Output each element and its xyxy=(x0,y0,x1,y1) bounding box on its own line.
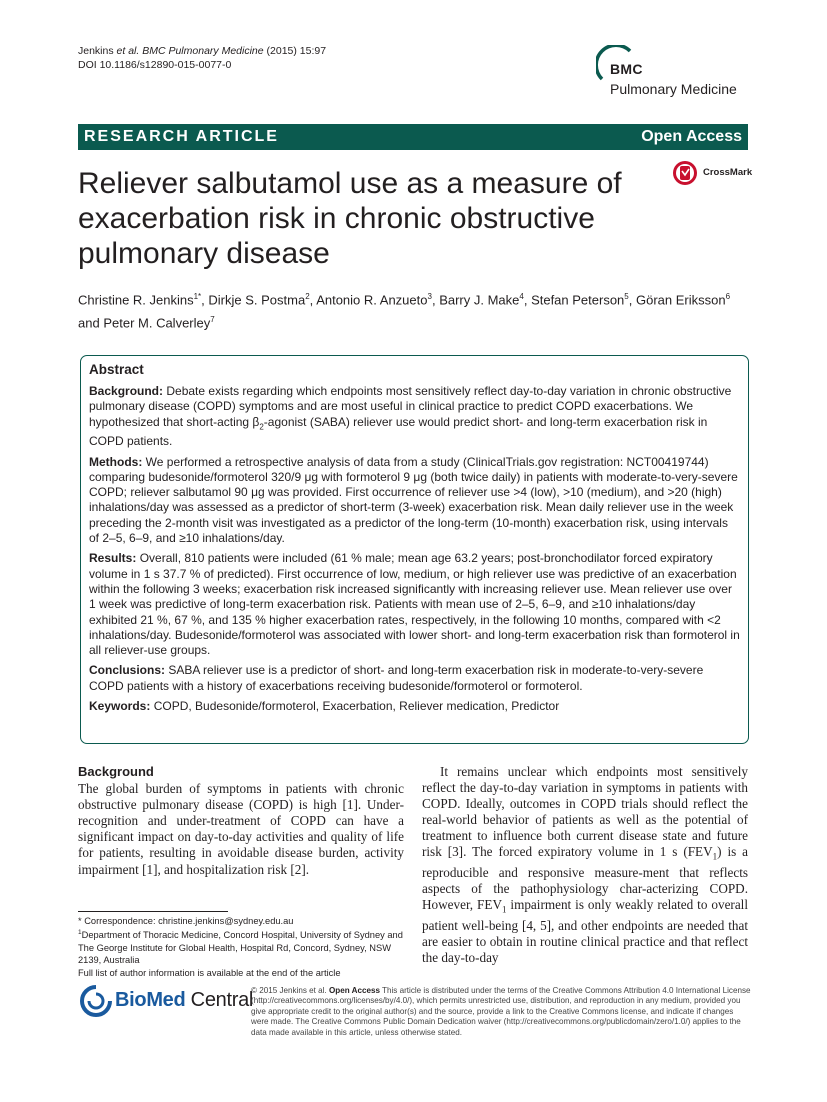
body-paragraph-2 xyxy=(422,764,748,966)
authors-and: and xyxy=(78,315,100,331)
citation-year: (2015) 15:97 xyxy=(266,45,327,57)
author-3: Antonio R. Anzueto xyxy=(316,292,428,308)
footnote-rule xyxy=(78,911,228,912)
journal-logo-line1: BMC xyxy=(610,61,643,77)
abstract-background-text-b: -agonist (SABA) reliever use would predict short- and long-term exacerbation risk in COPD patients. xyxy=(89,414,708,449)
author-4: Barry J. Make xyxy=(439,292,520,308)
citation-authors: Jenkins xyxy=(78,45,114,57)
open-access-label: Open Access xyxy=(641,128,742,145)
abstract-box xyxy=(80,355,749,744)
license-copyright: © 2015 Jenkins et al. xyxy=(251,986,327,995)
citation-journal: et al. BMC Pulmonary Medicine xyxy=(116,45,264,57)
journal-logo xyxy=(596,45,756,105)
article-title: Reliever salbutamol use as a measure of exacerbation risk in chronic obstructive pulmonary disease xyxy=(78,167,622,270)
abstract-background xyxy=(89,384,740,450)
author-5-affil: 5 xyxy=(624,292,629,301)
license-body: This article is distributed under the terms of the Creative Commons Attribution 4.0 International License (http://creativecommons.org/licenses/by/4.0/), which permits unrestricted use, distribution, and reproduction in any medium, provided you give appropriate credit to the original author(s) and the source, provide a link to the Creative Commons license, and indicate if changes were made. The Creative Commons Public Domain Dedication waiver (http://creativecommons.org/publicdomain/zero/1.0/) applies to the data made available in this article, unless otherwise stated. xyxy=(251,986,751,1037)
body-paragraph-2-a: It remains unclear which endpoints most sensitively reflect the day-to-day variation in symptoms in patients with COPD. Ideally, outcomes in COPD trials should reflect the real-world behavior of patients as well as the potential of treatment to influence both current disease state and future risk [3]. The forced expiratory volume in 1 s (FEV xyxy=(422,764,748,860)
body-paragraph-1: The global burden of symptoms in patients with chronic obstructive pulmonary disease (COPD) is high [1]. Under-recognition and under-treatment of COPD can have a significant impact on day-to-day activities and quality of life for patients, resulting in avoidable disease burden, activity impairment [1], and hospitalization risk [2]. xyxy=(78,781,404,877)
abstract-results-label: Results: xyxy=(89,551,137,566)
fev-sub-2: 1 xyxy=(501,905,507,916)
biomed-central-swirl-icon xyxy=(78,983,114,1019)
author-1: Christine R. Jenkins xyxy=(78,292,194,308)
doi: DOI 10.1186/s12890-015-0077-0 xyxy=(78,59,232,71)
abstract-keywords xyxy=(89,699,740,714)
publisher-logo xyxy=(78,983,258,1025)
author-3-affil: 3 xyxy=(427,292,432,301)
publisher-logo-bold: BioMed xyxy=(115,989,186,1011)
abstract-conclusions-text: SABA reliever use is a predictor of short- and long-term exacerbation risk in moderate-to-very-severe COPD patients with a history of exacerbations receiving budesonide/formoterol or formoterol. xyxy=(89,663,704,693)
crossmark-icon xyxy=(672,160,698,186)
license-text xyxy=(251,986,751,1038)
author-2: Dirkje S. Postma xyxy=(208,292,306,308)
correspondence: * Correspondence: christine.jenkins@sydney.edu.au xyxy=(78,916,294,926)
author-7-affil: 7 xyxy=(210,315,215,325)
journal-logo-line2: Pulmonary Medicine xyxy=(610,81,737,97)
abstract-background-label: Background: xyxy=(89,384,164,398)
author-6: Göran Eriksson xyxy=(635,292,726,308)
abstract-keywords-text: COPD, Budesonide/formoterol, Exacerbation, Reliever medication, Predictor xyxy=(153,699,560,714)
affiliation-text: Department of Thoracic Medicine, Concord Hospital, University of Sydney and The George Institute for Global Health, Hospital Rd, Concord, Sydney, NSW 2139, Australia xyxy=(78,930,403,966)
license-open-access: Open Access xyxy=(326,986,380,995)
footnotes xyxy=(78,911,404,979)
affiliation-sup: 1 xyxy=(78,929,82,937)
author-1-affil: 1* xyxy=(193,292,202,301)
body-paragraph-2-c: impairment is only weakly related to overall patient well-being [4, 5], and other endpoints are needed that are easier to obtain in routine clinical practice and that reflect the day-to-day xyxy=(422,897,748,966)
author-2-affil: 2 xyxy=(305,292,310,301)
abstract-conclusions xyxy=(89,663,740,694)
author-list: Christine R. Jenkins$^{1*}$, Dirkje S. Postma$^2$, Antonio R. Anzueto$^3$, Barry J. Make$^4$, Stefan Peterson$^5$, Göran Eriksson$^6$ and Peter M. Calverley$^7$ xyxy=(78,292,731,331)
author-5: Stefan Peterson xyxy=(531,292,625,308)
affiliation xyxy=(78,927,404,966)
abstract-background-text-a: Debate exists regarding which endpoints most sensitively reflect day-to-day variation in chronic obstructive pulmonary disease (COPD) symptoms and are most useful in clinical practice to predict COPD exacerbations. We hypothesized that short-acting β xyxy=(89,384,732,429)
abstract-conclusions-label: Conclusions: xyxy=(89,663,166,678)
abstract-results xyxy=(89,551,740,658)
citation-header xyxy=(78,44,326,72)
author-6-affil: 6 xyxy=(725,292,731,301)
crossmark-label: CrossMark xyxy=(703,167,753,178)
abstract-background-sub: 2 xyxy=(259,421,264,431)
full-author-info: Full list of author information is available at the end of the article xyxy=(78,967,341,978)
author-7: Peter M. Calverley xyxy=(103,315,211,331)
body-column-right xyxy=(422,764,748,966)
fev-sub-1: 1 xyxy=(712,852,718,863)
abstract-methods-text: We performed a retrospective analysis of data from a study (ClinicalTrials.gov registration: NCT00419744) comparing budesonide/formoterol 320/9 μg with formoterol 9 μg (both twice daily) in patients with moderate-to-very-severe COPD; reliever salbutamol 90 μg was provided. First occurrence of reliever use >4 (low), >10 (medium), and >20 (high) inhalations/day was assessed as a predictor of short-term (3-week) exacerbation risk. Mean daily reliever use in the week preceding the 2-month visit was investigated as a predictor of the long-term (10-month) exacerbation risk, using intervals of 2–5, 6–9, and ≥10 inhalations/day. xyxy=(89,454,738,546)
abstract-keywords-label: Keywords: xyxy=(89,699,151,714)
abstract-methods-label: Methods: xyxy=(89,454,143,469)
article-banner xyxy=(78,124,748,150)
abstract-heading: Abstract xyxy=(89,362,144,377)
abstract-results-text: Overall, 810 patients were included (61 % male; mean age 63.2 years; post-bronchodilator forced expiratory volume in 1 s 37.7 % of predicted). First occurrence of low, medium, or high reliever use was predictive of an exacerbation within the following 3 weeks; exacerbation risk increased significantly with increasing reliever use. Mean reliever use over 1 week was predictive of long-term exacerbation risk. Patients with mean use of 2–5, 6–9, and ≥10 inhalations/day exhibited 21 %, 67 %, and 135 % higher exacerbation rates, respectively, in the following 10 months, compared with <2 inhalations/day. Budesonide/formoterol was associated with lower short- and long-term exacerbation risk than formoterol in all reliever-use groups. xyxy=(89,551,740,658)
publisher-logo-text xyxy=(115,989,253,1012)
author-4-affil: 4 xyxy=(519,292,524,301)
section-heading-background: Background xyxy=(78,764,154,779)
body-paragraph-2-b: ) is a reproducible and responsive measure-ment that reflects aspects of the pathophysiology char-acterizing COPD. However, FEV xyxy=(422,844,749,913)
body-column-left xyxy=(78,764,404,878)
abstract-methods xyxy=(89,455,740,547)
publisher-logo-regular: Central xyxy=(185,989,254,1011)
crossmark-badge[interactable] xyxy=(672,160,762,188)
article-type: RESEARCH ARTICLE xyxy=(84,128,279,145)
